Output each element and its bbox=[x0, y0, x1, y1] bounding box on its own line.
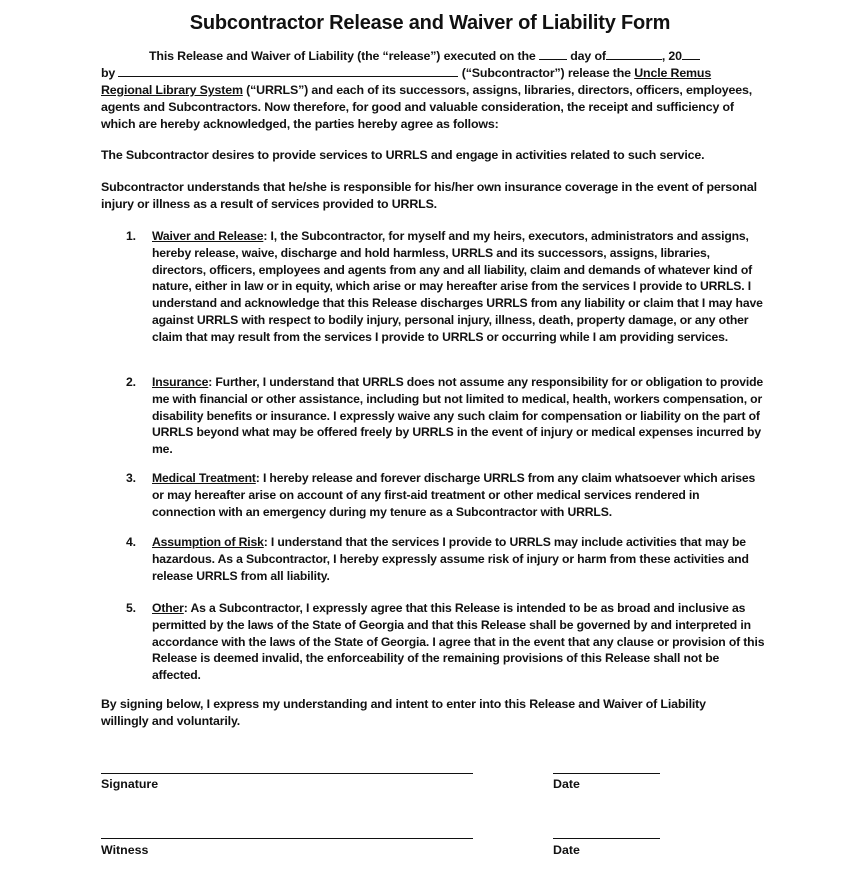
witness-date-label: Date bbox=[553, 843, 580, 857]
signature-date-label: Date bbox=[553, 777, 580, 791]
clause-number: 4. bbox=[126, 535, 136, 549]
clause-number: 2. bbox=[126, 375, 136, 389]
signature-label: Signature bbox=[101, 777, 159, 791]
witness-label: Witness bbox=[101, 843, 149, 857]
signature-line[interactable] bbox=[101, 773, 473, 774]
intro-text-4: by bbox=[101, 66, 116, 80]
clause-medical-treatment bbox=[126, 470, 766, 520]
org-name-part2: Regional Library System bbox=[101, 83, 243, 97]
form-title: Subcontractor Release and Waiver of Liability Form bbox=[189, 12, 671, 34]
day-blank[interactable] bbox=[539, 48, 567, 60]
clause-text: : I understand that the services I provide to URRLS may include activities that may be hazardous. As a Subcontractor, I hereby expressly assume risk of injury or harm from these activities and release URRLS from all liability. bbox=[152, 535, 749, 583]
clause-heading: Medical Treatment bbox=[152, 471, 256, 485]
clause-heading: Waiver and Release bbox=[152, 229, 264, 243]
clause-waiver-and-release bbox=[126, 228, 766, 346]
clause-other bbox=[126, 600, 766, 684]
clause-assumption-of-risk bbox=[126, 534, 766, 584]
intro-text-3: , 20 bbox=[661, 49, 682, 63]
intro-text-2: day of bbox=[570, 49, 606, 63]
clause-text: : As a Subcontractor, I expressly agree that this Release is intended to be as broad and inclusive as permitted by the laws of the State of Georgia and that this Release shall be governed by and interpreted in accordance with the laws of the State of Georgia. I agree that in the event that any clause or provision of this Release is deemed invalid, the enforceability of the remaining provisions of this Release shall not be affected. bbox=[152, 601, 765, 683]
insurance-responsibility-paragraph: Subcontractor understands that he/she is responsible for his/her own insurance coverage in the event of personal injury or illness as a result of services provided to URRLS. bbox=[101, 180, 757, 211]
intro-text-5: (“Subcontractor”) release the bbox=[461, 66, 631, 80]
clause-heading: Insurance bbox=[152, 375, 209, 389]
year-blank[interactable] bbox=[682, 48, 700, 60]
org-name-part1: Uncle Remus bbox=[634, 66, 712, 80]
intro-paragraph bbox=[101, 48, 763, 133]
clause-text: : I, the Subcontractor, for myself and my heirs, executors, administrators and assigns, hereby release, waive, discharge and hold harmless, URRLS and its successors, assigns, libraries, directors, officers, employees and agents from any and all liability, claim and demands of whatever kind of nature, either in law or in equity, which arise or may hereafter arise from the services I provide to URRLS. I understand and acknowledge that this Release discharges URRLS from any liability or claim that I may have against URRLS with respect to bodily injury, personal injury, illness, death, property damage, or any other claim that may result from the services I provide to URRLS or occurring while I am providing services. bbox=[152, 229, 763, 344]
subcontractor-name-blank[interactable] bbox=[118, 65, 458, 77]
clause-number: 1. bbox=[126, 229, 136, 243]
month-blank[interactable] bbox=[606, 48, 662, 60]
clause-insurance bbox=[126, 374, 766, 458]
closing-statement: By signing below, I express my understanding and intent to enter into this Release and Waiver of Liability willingly and voluntarily. bbox=[101, 697, 706, 728]
clause-number: 5. bbox=[126, 601, 136, 615]
witness-line[interactable] bbox=[101, 838, 473, 839]
witness-date-line[interactable] bbox=[553, 838, 660, 839]
clause-heading: Other bbox=[152, 601, 184, 615]
services-paragraph: The Subcontractor desires to provide services to URRLS and engage in activities related to such service. bbox=[101, 148, 705, 162]
clause-number: 3. bbox=[126, 471, 136, 485]
intro-text-6: (“URRLS”) and each of its successors, assigns, libraries, directors, officers, employees, agents and Subcontractors. Now therefore, for good and valuable consideration, the receipt and sufficiency of which are hereby acknowledged, the parties hereby agree as follows: bbox=[101, 83, 753, 131]
intro-text-1: This Release and Waiver of Liability (the “release”) executed on the bbox=[149, 49, 536, 63]
clause-text: : I hereby release and forever discharge URRLS from any claim whatsoever which arises or may hereafter arise on account of any first-aid treatment or other medical services rendered in connection with an emergency during my tenure as a Subcontractor with URRLS. bbox=[152, 471, 756, 519]
clause-heading: Assumption of Risk bbox=[152, 535, 264, 549]
clause-text: : Further, I understand that URRLS does not assume any responsibility for or obligation to provide me with financial or other assistance, including but not limited to medical, health, workers compensation, or disability benefits or insurance. I expressly waive any such claim for compensation or liability on the part of URRLS beyond what may be offered freely by URRLS in the event of injury or medical expenses incurred by me. bbox=[152, 375, 764, 457]
signature-date-line[interactable] bbox=[553, 773, 660, 774]
